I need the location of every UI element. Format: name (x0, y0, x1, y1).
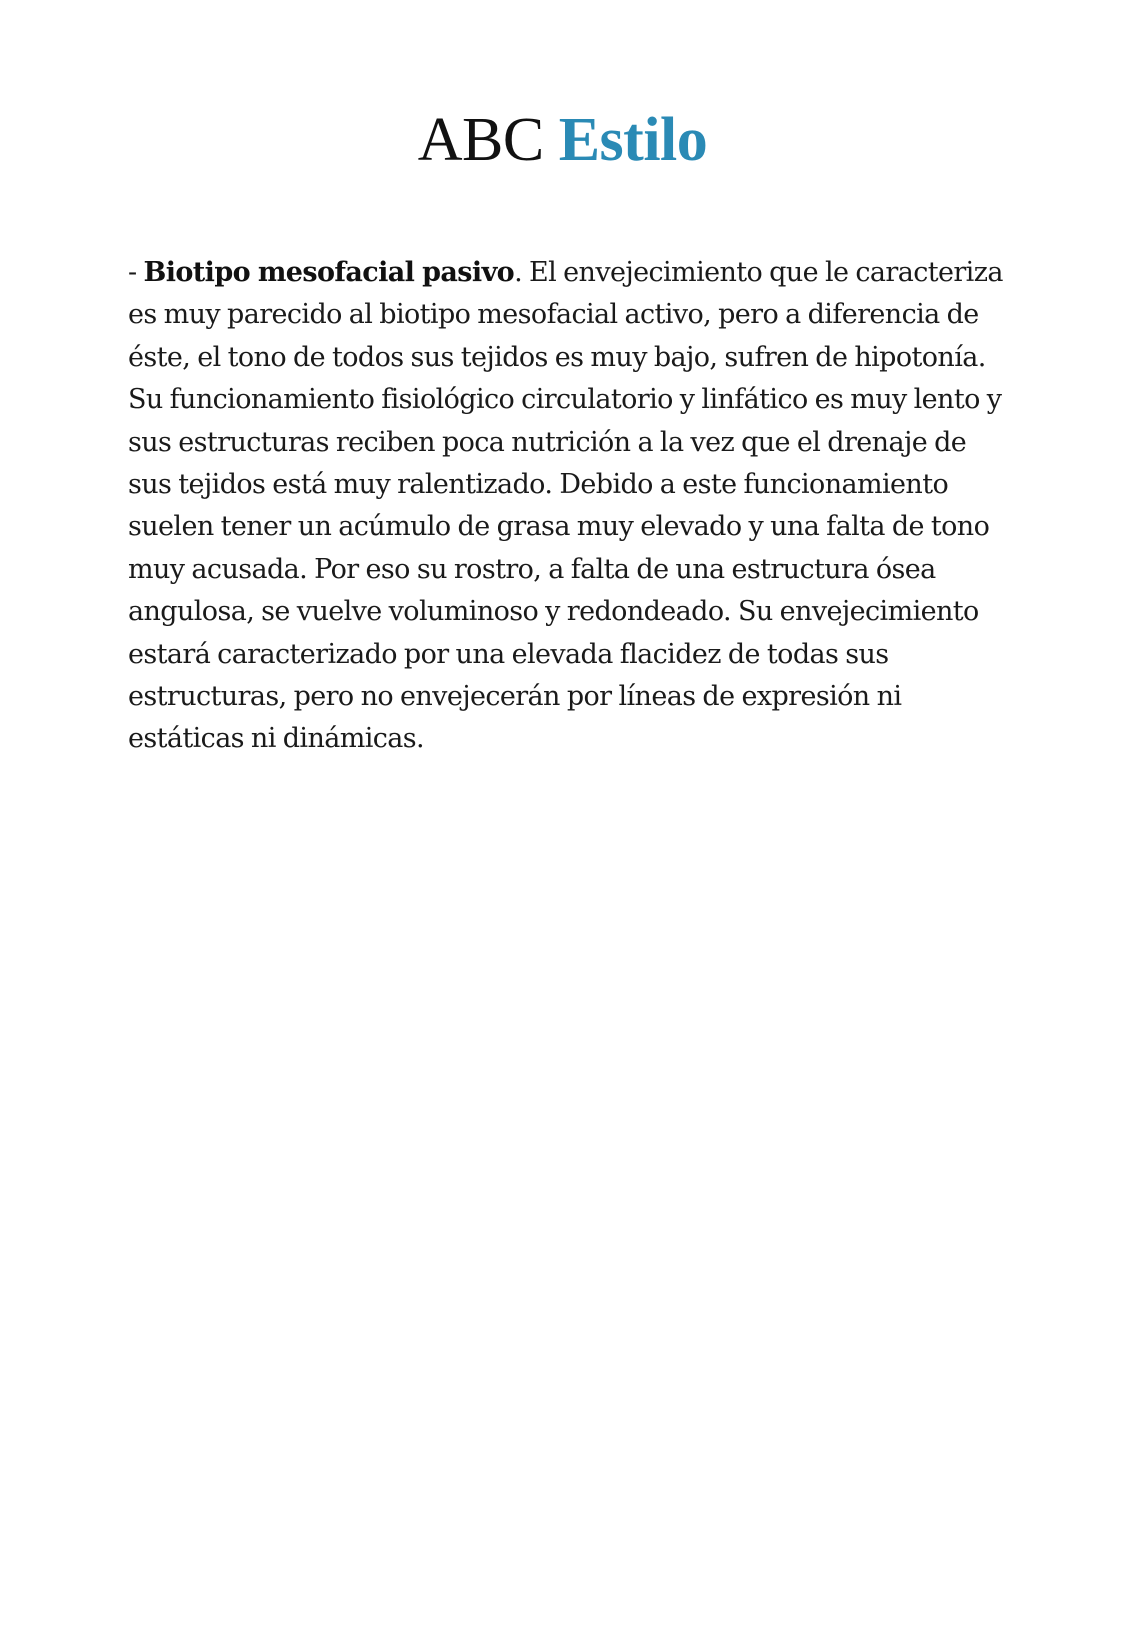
paragraph-text: . El envejecimiento que le caracteriza es muy parecido al biotipo mesofacial activo, pero a diferencia de éste, el tono de todos sus tejidos es muy bajo, sufren de hipotonía. Su funcionamiento fisiológico circulatorio y linfático es muy lento y sus estructuras reciben poca nutrición a la vez que el drenaje de sus tejidos está muy ralentizado. Debido a este funcionamiento suelen tener un acúmulo de grasa muy elevado y una falta de tono muy acusada. Por eso su rostro, a falta de una estructura ósea angulosa, se vuelve voluminoso y redondeado. Su envejecimiento estará caracterizado por una elevada flacidez de todas sus estructuras, pero no envejecerán por líneas de expresión ni estáticas ni dinámicas. (128, 257, 1003, 755)
brand-name: ABC (417, 106, 544, 174)
paragraph-heading: Biotipo mesofacial pasivo (143, 257, 515, 288)
article-body (128, 252, 1008, 761)
list-dash: - (128, 257, 144, 288)
section-name: Estilo (558, 106, 708, 174)
masthead-logo[interactable] (0, 100, 1125, 180)
article-paragraph (128, 252, 1008, 761)
